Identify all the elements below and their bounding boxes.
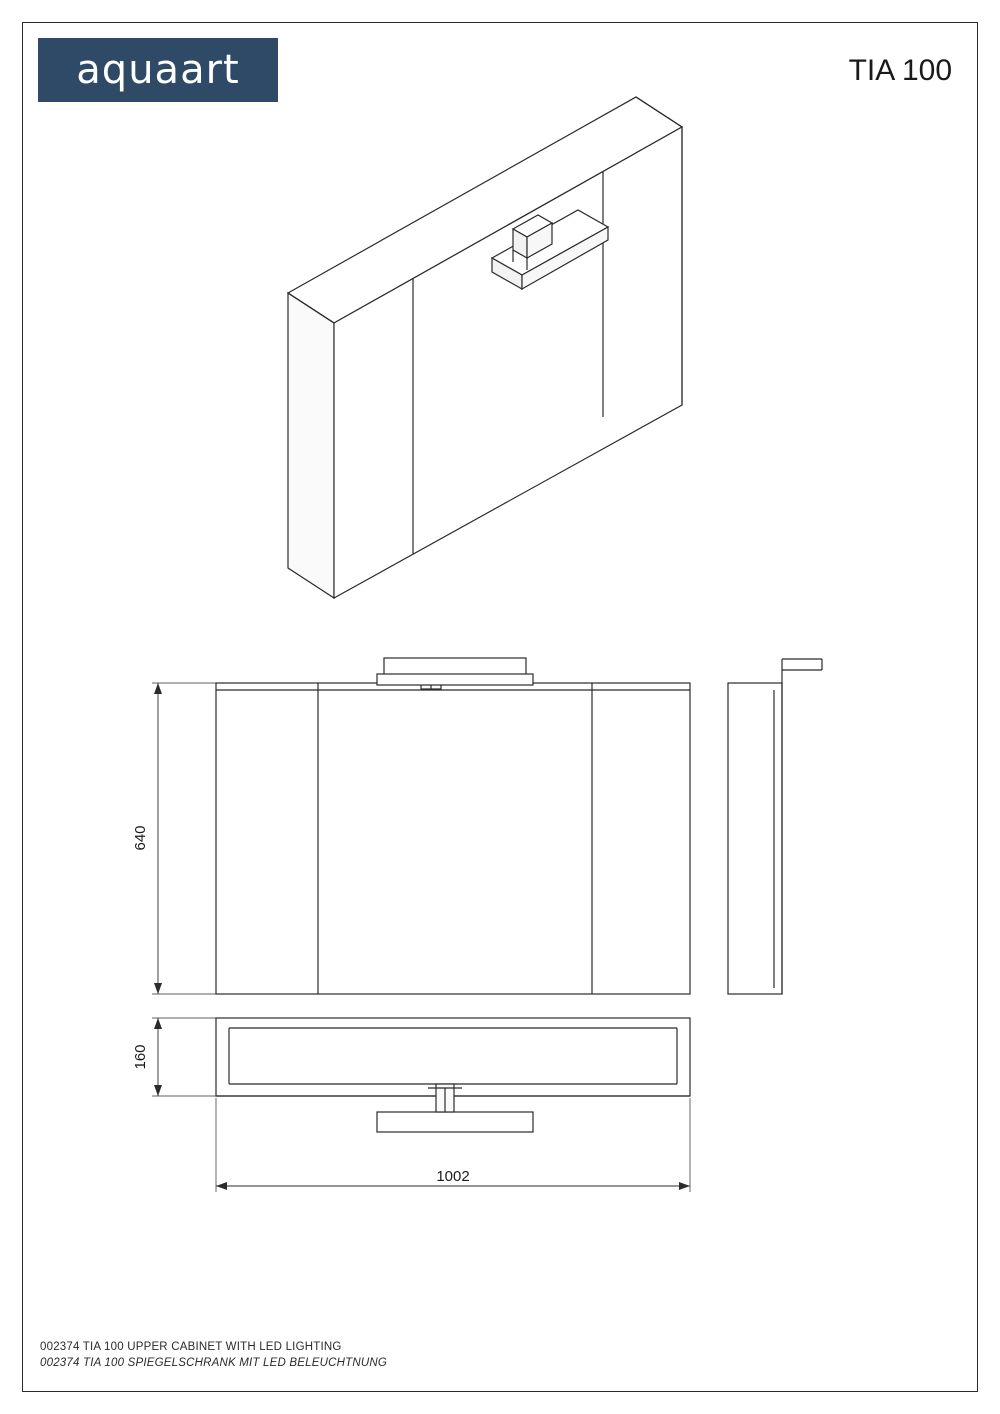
top-plan-view: [216, 1018, 690, 1132]
dimension-label-width: 1002: [436, 1168, 470, 1185]
dimension-label-height: 640: [132, 825, 149, 851]
front-elevation-view: [216, 658, 690, 994]
isometric-view: [288, 97, 682, 598]
side-elevation-view: [728, 659, 822, 994]
page-title: TIA 100: [848, 54, 952, 87]
footer-line-de: 002374 TIA 100 SPIEGELSCHRANK MIT LED BELEUCHTNUNG: [40, 1357, 388, 1370]
dimension-label-depth: 160: [132, 1044, 149, 1070]
brand-logo-text: aquaart: [76, 47, 240, 93]
drawing-footer: [40, 1339, 387, 1372]
dimension-height: [152, 683, 216, 994]
footer-line-en: 002374 TIA 100 UPPER CABINET WITH LED LIGHTING: [40, 1340, 342, 1353]
dimension-depth: [152, 1018, 216, 1096]
drawing-canvas: [22, 22, 978, 1392]
